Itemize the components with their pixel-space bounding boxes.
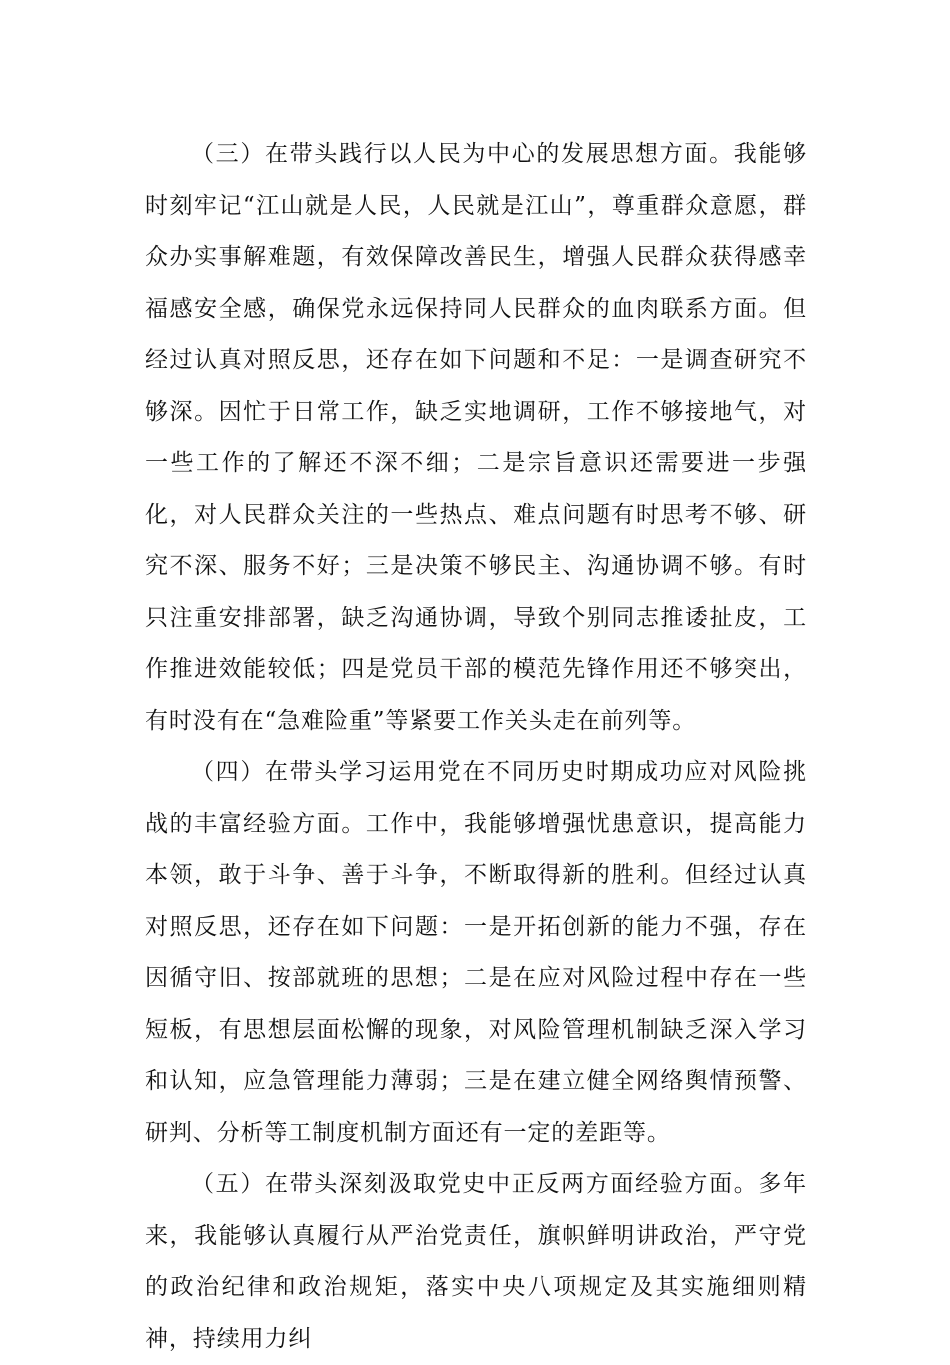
document-body bbox=[145, 129, 807, 1365]
paragraph-section-three: （三）在带头践行以人民为中心的发展思想方面。我能够时刻牢记“江山就是人民，人民就是江山”，尊重群众意愿，群众办实事解难题，有效保障改善民生，增强人民群众获得感幸福感安全感，确保党永远保持同人民群众的血肉联系方面。但经过认真对照反思，还存在如下问题和不足：一是调查研究不够深。因忙于日常工作，缺乏实地调研，工作不够接地气，对一些工作的了解还不深不细；二是宗旨意识还需要进一步强化，对人民群众关注的一些热点、难点问题有时思考不够、研究不深、服务不好；三是决策不够民主、沟通协调不够。有时只注重安排部署，缺乏沟通协调，导致个别同志推诿扯皮，工作推进效能较低；四是党员干部的模范先锋作用还不够突出，有时没有在“急难险重”等紧要工作关头走在前列等。 bbox=[145, 141, 807, 734]
paragraph-section-four: （四）在带头学习运用党在不同历史时期成功应对风险挑战的丰富经验方面。工作中，我能够增强忧患意识，提高能力本领，敢于斗争、善于斗争，不断取得新的胜利。但经过认真对照反思，还存在如下问题：一是开拓创新的能力不强，存在因循守旧、按部就班的思想；二是在应对风险过程中存在一些短板，有思想层面松懈的现象，对风险管理机制缺乏深入学习和认知，应急管理能力薄弱；三是在建立健全网络舆情预警、研判、分析等工制度机制方面还有一定的差距等。 bbox=[145, 759, 807, 1146]
paragraph-section-five: （五）在带头深刻汲取党史中正反两方面经验方面。多年来，我能够认真履行从严治党责任，旗帜鲜明讲政治，严守党的政治纪律和政治规矩，落实中央八项规定及其实施细则精神，持续用力纠 bbox=[145, 1171, 807, 1352]
